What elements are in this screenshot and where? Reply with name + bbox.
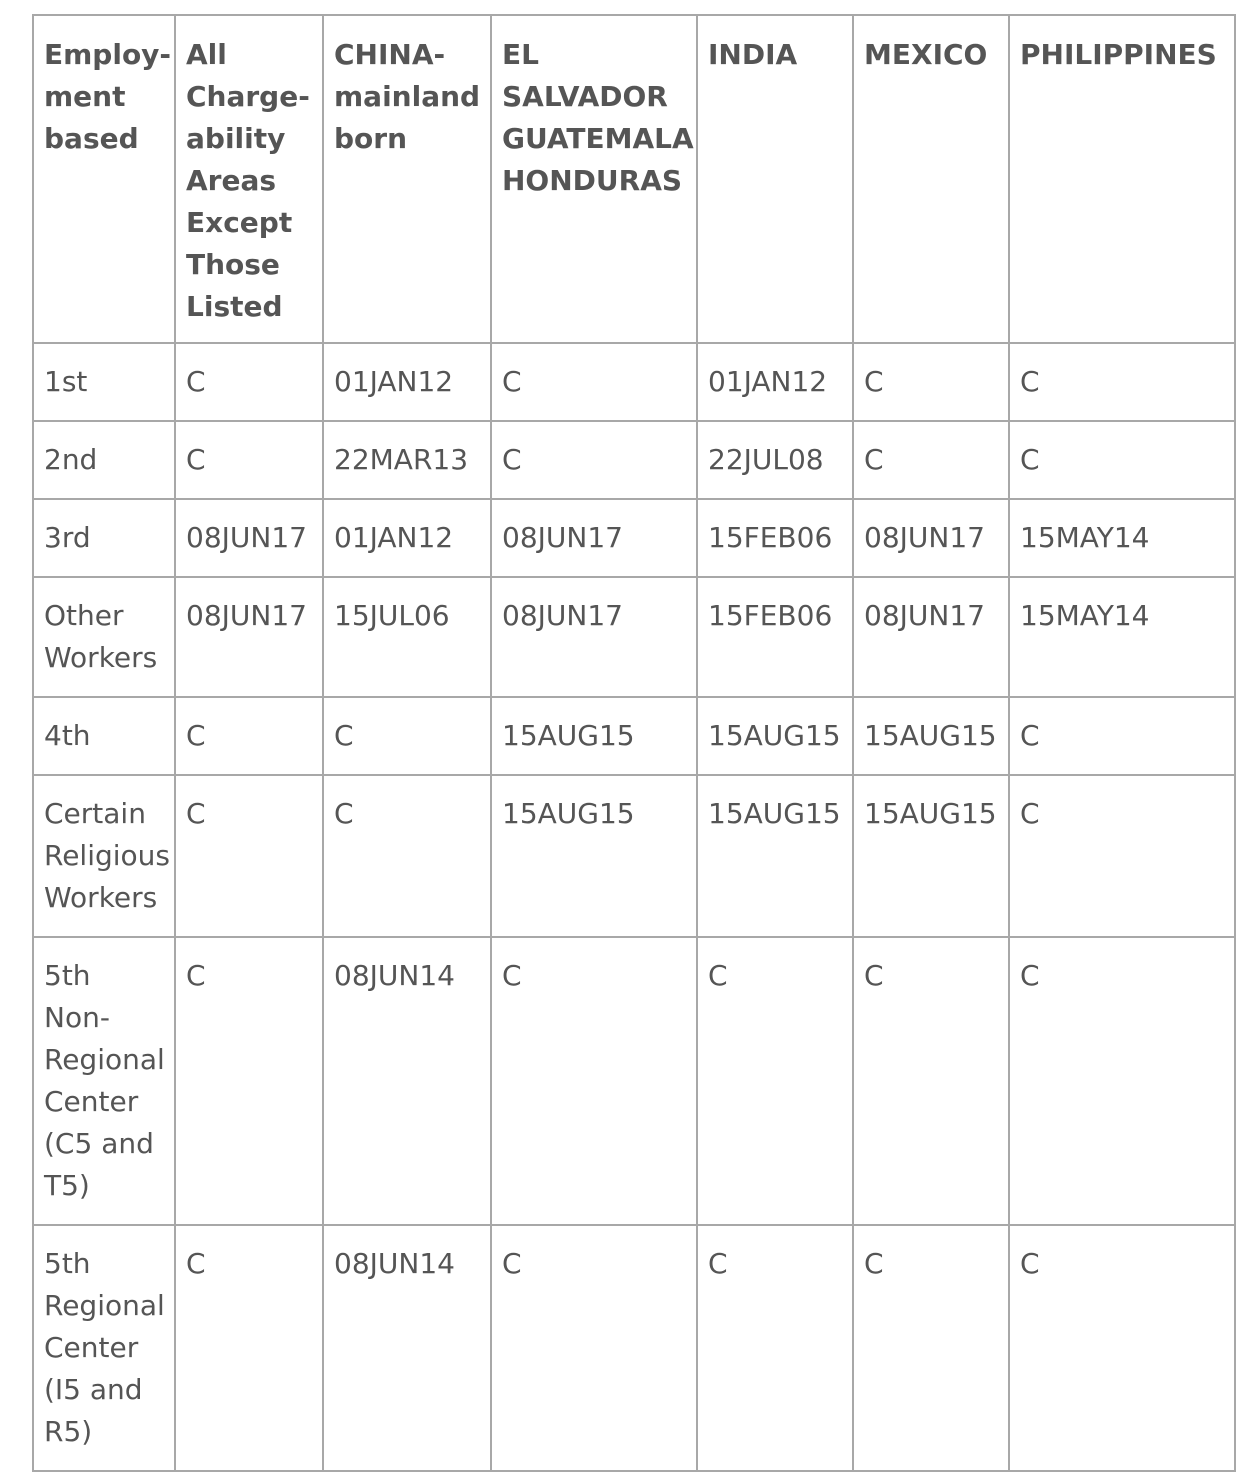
header-employment-based: Employ- ment based xyxy=(33,15,175,343)
cell-mexico: 15AUG15 xyxy=(853,697,1009,775)
cell-el-salvador-guatemala-honduras: C xyxy=(491,1225,697,1471)
cell-philippines: 15MAY14 xyxy=(1009,577,1235,697)
cell-china: C xyxy=(323,775,491,937)
table-row xyxy=(33,421,1235,499)
cell-el-salvador-guatemala-honduras: C xyxy=(491,343,697,421)
table-body xyxy=(33,343,1235,1471)
cell-mexico: C xyxy=(853,1225,1009,1471)
cell-china: 15JUL06 xyxy=(323,577,491,697)
cell-philippines: C xyxy=(1009,1225,1235,1471)
cell-mexico: 08JUN17 xyxy=(853,499,1009,577)
table-row xyxy=(33,697,1235,775)
cell-category: Certain Religious Workers xyxy=(33,775,175,937)
cell-category: 5th Non- Regional Center (C5 and T5) xyxy=(33,937,175,1225)
cell-india: 15AUG15 xyxy=(697,775,853,937)
table-header xyxy=(33,15,1235,343)
table-row xyxy=(33,577,1235,697)
cell-mexico: 15AUG15 xyxy=(853,775,1009,937)
cell-mexico: 08JUN17 xyxy=(853,577,1009,697)
cell-mexico: C xyxy=(853,421,1009,499)
cell-china: C xyxy=(323,697,491,775)
cell-all-chargeability: 08JUN17 xyxy=(175,499,323,577)
cell-el-salvador-guatemala-honduras: 08JUN17 xyxy=(491,499,697,577)
cell-category: 5th Regional Center (I5 and R5) xyxy=(33,1225,175,1471)
table-row xyxy=(33,775,1235,937)
cell-all-chargeability: C xyxy=(175,421,323,499)
header-row xyxy=(33,15,1235,343)
cell-all-chargeability: C xyxy=(175,1225,323,1471)
header-india: INDIA xyxy=(697,15,853,343)
cell-china: 01JAN12 xyxy=(323,343,491,421)
cell-el-salvador-guatemala-honduras: 08JUN17 xyxy=(491,577,697,697)
cell-india: C xyxy=(697,1225,853,1471)
cell-category: 1st xyxy=(33,343,175,421)
cell-philippines: C xyxy=(1009,697,1235,775)
cell-el-salvador-guatemala-honduras: 15AUG15 xyxy=(491,697,697,775)
cell-philippines: C xyxy=(1009,421,1235,499)
cell-philippines: C xyxy=(1009,343,1235,421)
cell-all-chargeability: C xyxy=(175,697,323,775)
cell-india: 01JAN12 xyxy=(697,343,853,421)
cell-all-chargeability: C xyxy=(175,343,323,421)
cell-china: 08JUN14 xyxy=(323,937,491,1225)
cell-philippines: C xyxy=(1009,775,1235,937)
table-row xyxy=(33,499,1235,577)
visa-bulletin-table xyxy=(32,14,1236,1472)
cell-all-chargeability: C xyxy=(175,775,323,937)
cell-all-chargeability: 08JUN17 xyxy=(175,577,323,697)
header-china-mainland-born: CHINA- mainland born xyxy=(323,15,491,343)
cell-india: C xyxy=(697,937,853,1225)
cell-china: 01JAN12 xyxy=(323,499,491,577)
cell-india: 15FEB06 xyxy=(697,499,853,577)
header-all-chargeability-areas: All Charge- ability Areas Except Those Listed xyxy=(175,15,323,343)
cell-mexico: C xyxy=(853,343,1009,421)
table-row xyxy=(33,343,1235,421)
header-mexico: MEXICO xyxy=(853,15,1009,343)
header-philippines: PHILIPPINES xyxy=(1009,15,1235,343)
cell-mexico: C xyxy=(853,937,1009,1225)
header-el-salvador-guatemala-honduras: EL SALVADOR GUATEMALA HONDURAS xyxy=(491,15,697,343)
cell-all-chargeability: C xyxy=(175,937,323,1225)
cell-el-salvador-guatemala-honduras: 15AUG15 xyxy=(491,775,697,937)
cell-category: 4th xyxy=(33,697,175,775)
cell-el-salvador-guatemala-honduras: C xyxy=(491,937,697,1225)
cell-el-salvador-guatemala-honduras: C xyxy=(491,421,697,499)
cell-india: 15AUG15 xyxy=(697,697,853,775)
cell-china: 08JUN14 xyxy=(323,1225,491,1471)
cell-category: 2nd xyxy=(33,421,175,499)
cell-china: 22MAR13 xyxy=(323,421,491,499)
cell-india: 22JUL08 xyxy=(697,421,853,499)
cell-philippines: C xyxy=(1009,937,1235,1225)
cell-category: Other Workers xyxy=(33,577,175,697)
table-row xyxy=(33,937,1235,1225)
cell-india: 15FEB06 xyxy=(697,577,853,697)
cell-category: 3rd xyxy=(33,499,175,577)
cell-philippines: 15MAY14 xyxy=(1009,499,1235,577)
table-row xyxy=(33,1225,1235,1471)
